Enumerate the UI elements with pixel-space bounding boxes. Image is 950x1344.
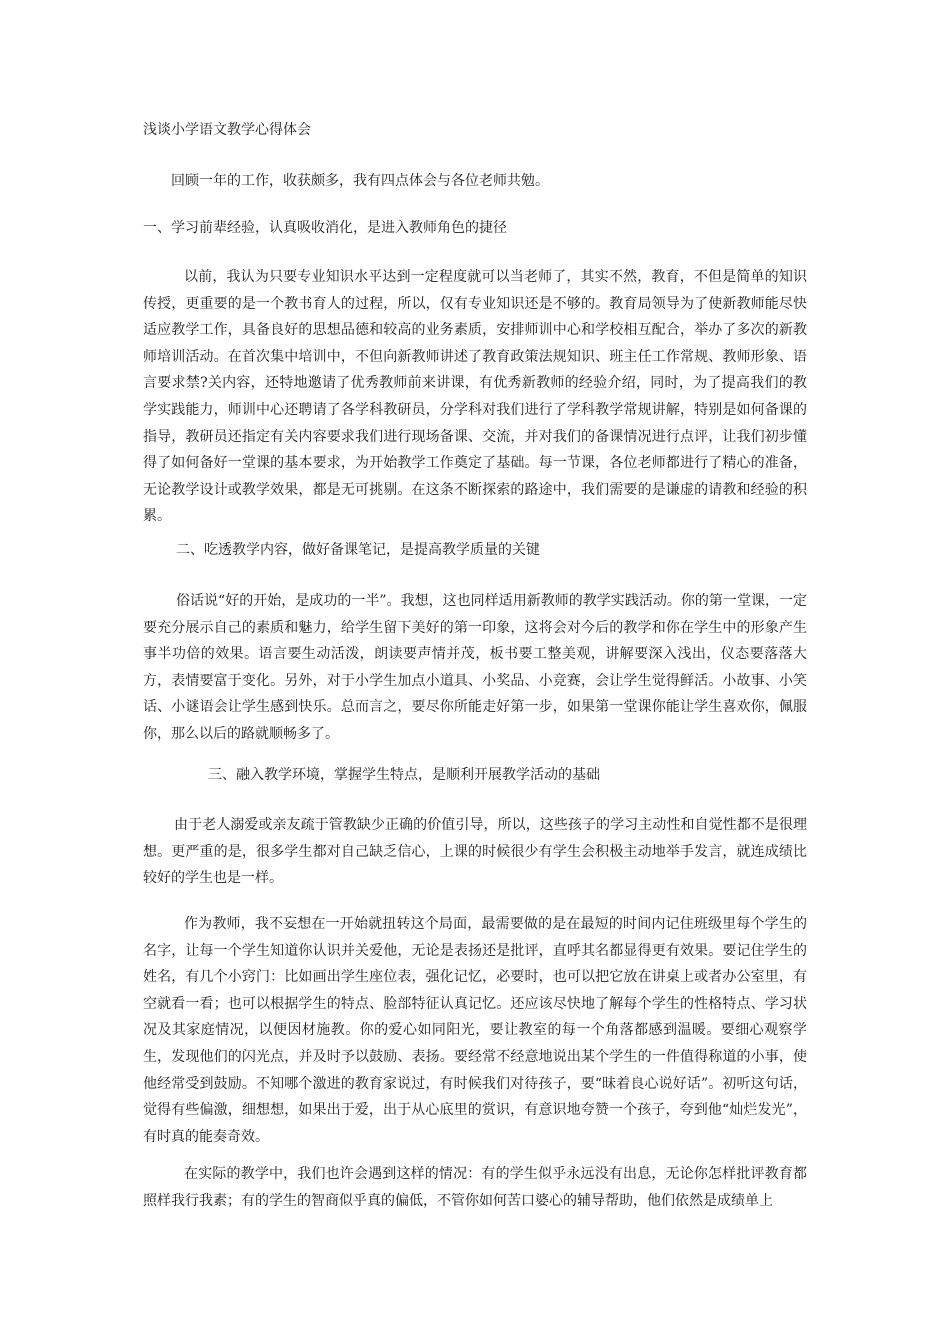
section-1-heading: 一、学习前辈经验，认真吸收消化，是进入教师角色的捷径: [143, 220, 507, 236]
section-2-heading: 二、吃透教学内容，做好备课笔记，是提高教学质量的关键: [176, 542, 540, 558]
section-3-paragraph-1: 由于老人溺爱或亲友疏于管教缺少正确的价值引导，所以，这些孩子的学习主动性和自觉性都不是很理想。更严重的是，很多学生都对自己缺乏信心，上课的时候很少有学生会积极主动地举手发言，就连成绩比较好的学生也是一样。: [143, 817, 807, 887]
section-2-paragraph: 俗话说“好的开始，是成功的一半”。我想，这也同样适用新教师的教学实践活动。你的第一堂课，一定要充分展示自己的素质和魅力，给学生留下美好的第一印象，这将会对今后的教学和你在学生中的形象产生事半功倍的效果。语言要生动活泼，朗读要声情并茂，板书要工整美观，讲解要深入浅出，仪态要落落大方，表情要富于变化。另外，对于小学生加点小道具、小奖品、小竞赛，会让学生觉得鲜活。小故事、小笑话、小谜语会让学生感到快乐。总而言之，要尽你所能走好第一步，如果第一堂课你能让学生喜欢你，佩服你，那么以后的路就顺畅多了。: [143, 593, 807, 742]
section-1-paragraph: 以前，我认为只要专业知识水平达到一定程度就可以当老师了，其实不然，教育，不但是简单的知识传授，更重要的是一个教书育人的过程，所以，仅有专业知识还是不够的。教育局领导为了使新教师能尽快适应教学工作，具备良好的思想品德和较高的业务素质，安排师训中心和学校相互配合，举办了多次的新教师培训活动。在首次集中培训中，不但向新教师讲述了教育政策法规知识、班主任工作常规、教师形象、语言要求禁?关内容，还特地邀请了优秀教师前来讲课，有优秀新教师的经验介绍，同时，为了提高我们的教学实践能力，师训中心还聘请了各学科教研员，分学科对我们进行了学科教学常规讲解，特别是如何备课的指导，教研员还指定有关内容要求我们进行现场备课、交流，并对我们的备课情况进行点评，让我们初步懂得了如何备好一堂课的基本要求，为开始教学工作奠定了基础。每一节课，各位老师都进行了精心的准备，无论教学设计或教学效果，都是无可挑剔。在这条不断探索的路途中，我们需要的是谦虚的请教和经验的积累。: [143, 269, 807, 525]
document-title: 浅谈小学语文教学心得体会: [143, 122, 311, 138]
section-3-paragraph-2: 作为教师，我不妄想在一开始就扭转这个局面，最需要做的是在最短的时间内记住班级里每个学生的名字，让每一个学生知道你认识并关爱他，无论是表扬还是批评，直呼其名都显得更有效果。要记住学生的姓名，有几个小窍门：比如画出学生座位表，强化记忆，必要时，也可以把它放在讲桌上或者办公室里，有空就看一看；也可以根据学生的特点、脸部特征认真记忆。还应该尽快地了解每个学生的性格特点、学习状况及其家庭情况，以便因材施教。你的爱心如同阳光，要让教室的每一个角落都感到温暖。要细心观察学生，发现他们的闪光点，并及时予以鼓励、表扬。要经常不经意地说出某个学生的一件值得称道的小事，使他经常受到鼓励。不知哪个激进的教育家说过，有时候我们对待孩子，要“昧着良心说好话”。初听这句话，觉得有些偏激，细想想，如果出于爱，出于从心底里的赏识，有意识地夸赞一个孩子，夸到他“灿烂发光”，有时真的能奏奇效。: [143, 916, 807, 1145]
section-3-heading: 三、融入教学环境，掌握学生特点，是顺利开展教学活动的基础: [208, 767, 600, 783]
intro-paragraph: 回顾一年的工作，收获颇多，我有四点体会与各位老师共勉。: [171, 173, 549, 189]
section-3-paragraph-3: 在实际的教学中，我们也许会遇到这样的情况：有的学生似乎永远没有出息，无论你怎样批评教育都照样我行我素；有的学生的智商似乎真的偏低，不管你如何苦口婆心的辅导帮助，他们依然是成绩单上: [143, 1166, 807, 1209]
